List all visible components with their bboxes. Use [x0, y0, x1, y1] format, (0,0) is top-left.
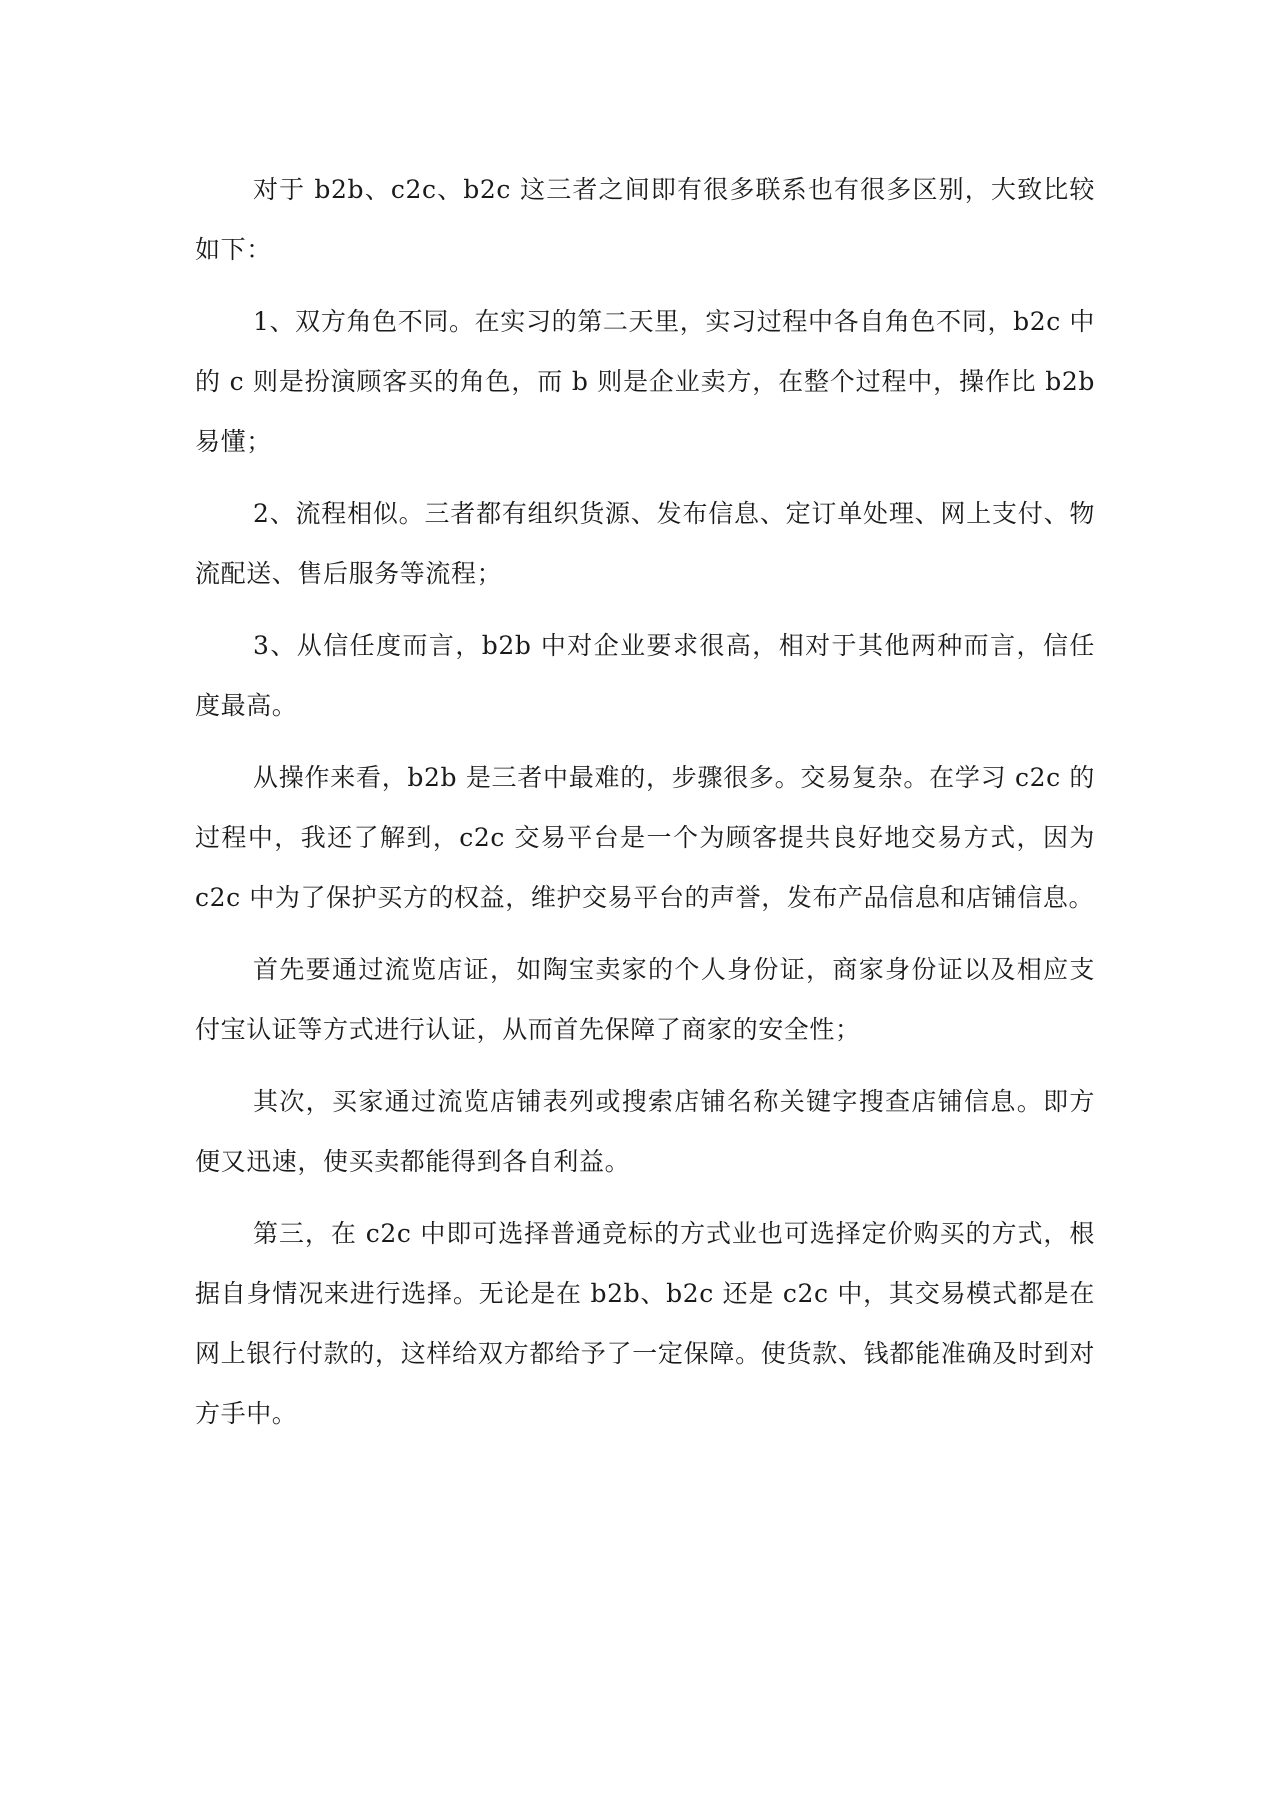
- paragraph-point-1: 1、双方角色不同。在实习的第二天里，实习过程中各自角色不同，b2c 中的 c 则是扮演顾客买的角色，而 b 则是企业卖方，在整个过程中，操作比 b2b 易懂；: [195, 307, 1095, 456]
- paragraph-operation: 从操作来看，b2b 是三者中最难的，步骤很多。交易复杂。在学习 c2c 的过程中，我还了解到，c2c 交易平台是一个为顾客提共良好地交易方式，因为 c2c 中为了保护买方的权益，维护交易平台的声誉，发布产品信息和店铺信息。: [195, 763, 1095, 912]
- paragraph-point-3: 3、从信任度而言，b2b 中对企业要求很高，相对于其他两种而言，信任度最高。: [195, 631, 1095, 720]
- document-body: [195, 160, 1095, 1456]
- paragraph-point-2: 2、流程相似。三者都有组织货源、发布信息、定订单处理、网上支付、物流配送、售后服务等流程；: [195, 499, 1095, 588]
- paragraph-second: 其次，买家通过流览店铺表列或搜索店铺名称关键字搜查店铺信息。即方便又迅速，使买卖都能得到各自利益。: [195, 1087, 1095, 1176]
- paragraph-third: 第三，在 c2c 中即可选择普通竞标的方式业也可选择定价购买的方式，根据自身情况来进行选择。无论是在 b2b、b2c 还是 c2c 中，其交易模式都是在网上银行付款的，这样给双方都给予了一定保障。使货款、钱都能准确及时到对方手中。: [195, 1219, 1095, 1428]
- paragraph-first: 首先要通过流览店证，如陶宝卖家的个人身份证，商家身份证以及相应支付宝认证等方式进行认证，从而首先保障了商家的安全性；: [195, 955, 1095, 1044]
- paragraph-intro: 对于 b2b、c2c、b2c 这三者之间即有很多联系也有很多区别，大致比较如下：: [195, 175, 1095, 264]
